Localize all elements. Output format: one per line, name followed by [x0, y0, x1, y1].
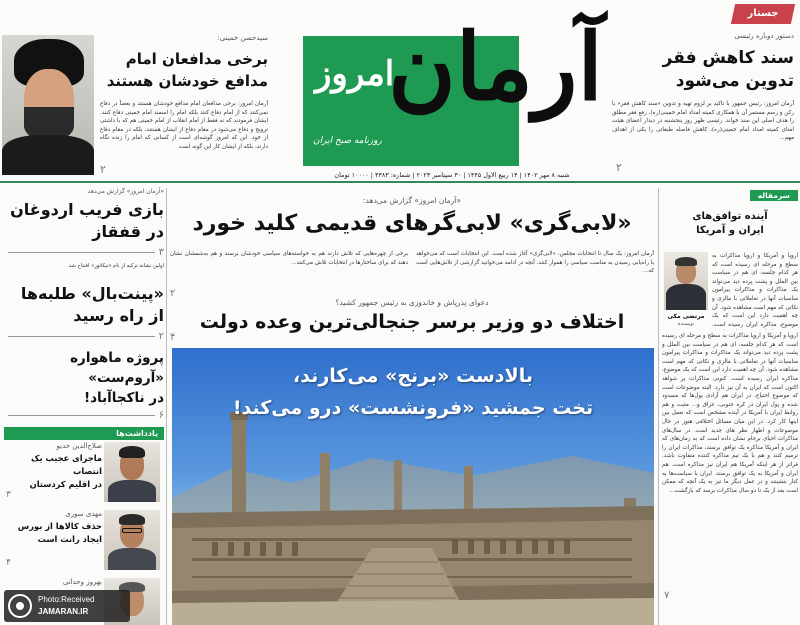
main-page-number: ۲: [170, 288, 176, 299]
jamaran-logo-dot: [16, 602, 24, 610]
editorial-label-text: سرمقاله: [757, 191, 790, 200]
note-2-title-2: ایجاد رانت است: [37, 534, 102, 544]
second-page-number: ۴: [170, 332, 176, 343]
left-item1-note: اولین نشانه ترکیه از نام «نیکاتور» افتتاح شد: [68, 263, 164, 269]
editorial-headline-2: ایران و آمریکا: [696, 225, 764, 236]
note-2-photo-glasses: [122, 528, 142, 533]
notes-label-text: یادداشت‌ها: [116, 429, 158, 438]
left-item3-headline-1: پروژه ماهواره «آروم‌ست»: [70, 350, 164, 386]
top-right-kicker: دستور دوباره رئیسی: [734, 32, 794, 40]
note-2-photo-body: [108, 548, 156, 570]
masthead: [303, 0, 603, 180]
top-right-headline-2: تدوین می‌شود: [675, 71, 794, 91]
top-right-page-number: ۲: [616, 161, 622, 174]
top-right-body: آرمان امروز: رئیس جمهور با تاکید بر لزوم تهیه و تدوین «سند کاهش فقر» با رکن و رسم مستمر آن با همکاری کمیته امداد امام خمینی(ره)، رفع فقر مطلق را هدف اصلی این سند خواند. رئیسی ظهر روز پنجشنبه در دیدار اعضای هیئت امنای کمیته امداد امام خمینی(ره)، کاهش فاصله طبقاتی را یکی از اهداف مهم...: [612, 101, 794, 142]
note-3-author: بهروز وحدانی: [62, 578, 102, 586]
editorial-label: [750, 190, 798, 201]
masthead-dateline: شنبه ۸ مهر ۱۴۰۲ | ۱۴ ربیع الاول ۱۴۴۵ | ۳۰ سپتامبر ۲۰۲۳ | شماره: ۴۳۸۳ | ۱۰۰۰۰ تومان: [334, 171, 570, 179]
left-item2-page: ۲: [158, 331, 164, 342]
editorial-author-body: [666, 284, 706, 310]
top-left-page-number: ۲: [100, 163, 106, 176]
note-2-photo: [104, 510, 160, 570]
watermark-line-1: Photo:Received: [38, 595, 95, 604]
corner-badge-label: جستار: [747, 8, 779, 19]
watermark-line-2: JAMARAN.IR: [38, 607, 89, 616]
jamaran-watermark: [4, 590, 130, 622]
left-item1-headline-1: بازی فریب اردوغان: [10, 200, 164, 219]
editorial-body-bottom: اروپا و آمریکا و اروپا مذاکرات به سطح و مرحله ای رسیده است که هر کدام جلسه، ای هم در سیاست بین الملل و پشت پرده دید می‌تواند یک مذاکرات و مذاکرات پیرامون مناسبات آنها در تعاملاتی با مالزی و نکاتی که مهم است مشاهده شود. آن چه اهمیت دارد این است که یک موضوع، مذاکره ایران رسیده است. کنونی مذاکرات پر شواهد اکنون است که ایران به آن نیز دارد. البته موضوعات است که موضوع احتیاج، در ایران هم آزادی پول‌ها که مسدود شده و پول ایران در کره جنوبی، عراق و... مثبت و هم روابط ایران با آمریکا در آینده مشخص است که تعمل بین اینها کار کرد. در این میان مسائل اختلافی هنوز در حال موضوعات و اظهار نظر های جدید است. در سال‌های مذاکرات احیای برجام نشان داده است که به زمان‌های که ایران و آمریکا مذاکره یک توافق برسند، مذاکرات ایران را ترمیم کنند و هم با یک تیم مذاکره کننده متفاوت باشد. فراتر از هر اینکه آمریکا هم ایران نیز مذاکره است. هم ایران و آمریکا به یک توافق برسند. ایران با سیاست‌ها به کنار بنشینند و در عمل دیگر ما نیز به یک آنچه که ممکن است بعد از یک تا دو سال مذاکرات برسد که بازگشت...: [662, 333, 798, 494]
masthead-rule: [0, 181, 800, 183]
editorial-author-name: مرتضی مکی: [667, 313, 705, 320]
persepolis-photo: [172, 348, 654, 625]
masthead-title-main: آرمان: [388, 13, 603, 121]
editorial-column: [662, 190, 798, 625]
right-column-divider: [658, 188, 659, 625]
note-2-author: مهدی سوری: [65, 510, 102, 518]
photo-caption-2: تخت جمشید «فرونشست» درو می‌کند!: [232, 397, 594, 419]
main-body-left: برخی از چهره‌هایی که تلاش دارند هم به خواسته‌های سیاسی خودشان برسند و هم به‌شمشان نشان دهند که برای ساختارها در انتخابات تلاش می‌کنند...: [170, 251, 408, 266]
second-kicker: دعوای پدرپاش و خاندوزی به رئیس جمهور کشید؟: [335, 298, 489, 307]
note-1-photo-hair: [119, 446, 145, 458]
note-1-title-1: ماجرای عجیب یک انتصاب: [30, 453, 102, 476]
masthead-tagline: روزنامه صبح ایران: [313, 136, 382, 146]
left-column-divider: [166, 188, 167, 625]
top-left-kicker: سیدحسن خمینی:: [217, 34, 268, 42]
top-left-headline-1: برخی مدافعان امام: [125, 50, 268, 68]
note-1-photo-body: [108, 480, 156, 502]
left-item2-headline-1: «پینت‌بال» طلبه‌ها: [20, 284, 164, 303]
note-1-title-2: در اقلیم کردستان: [29, 479, 102, 489]
editorial-headline-1: آینده توافق‌های: [692, 211, 768, 222]
second-headline: اختلاف دو وزیر برسر جنجالی‌ترین وعده دولت: [199, 311, 625, 333]
note-2-page: ۴: [6, 558, 11, 568]
editorial-page-number: ۷: [664, 590, 670, 601]
top-right-story: [612, 32, 794, 174]
note-2: [4, 508, 164, 574]
second-story: [170, 298, 654, 348]
main-story: [170, 196, 654, 306]
editorial-body-top: اروپا و آمریکا و اروپا مذاکرات به سطح و مرحله ای رسیده است که هر کدام جلسه، ای هم در سیاست بین الملل و پشت پرده دید می‌تواند یک مذاکرات و مذاکرات پیرامون مناسبات آنها در تعاملاتی با مالزی و نکاتی که مهم است مشاهده شود. آن چه اهمیت دارد این است که یک موضوع، مذاکره ایران رسیده است.: [712, 253, 798, 328]
left-item3-headline-2: در ناکجاآباد!: [83, 390, 164, 406]
top-left-headline-2: مدافع خودشان هستند: [106, 72, 268, 90]
main-body-right: آرمان امروز: یک سال تا انتخابات مجلس، «لابی‌گری» آغاز شده است. این انتخابات است که می‌خواهد با راه‌یابی رسیدن به مناسب سیاسی را هموار کنند. آنچه در ادامه می‌خوانید گزارشی از تلاش‌هایی است که...: [416, 251, 654, 275]
editorial-author-photo: [664, 252, 708, 310]
portrait-robe: [2, 135, 94, 175]
masthead-title-sub: امروز: [315, 54, 395, 94]
note-2-title-1: حذف کالاها از بورس: [17, 521, 102, 531]
portrait-khomeini: [2, 35, 94, 175]
note-2-photo-hair: [119, 514, 145, 525]
main-kicker: «آرمان امروز» گزارش می‌دهد:: [363, 196, 461, 205]
left-item2-headline-2: از راه رسید: [73, 306, 164, 325]
left-item1-headline-2: در قفقاز: [92, 222, 164, 241]
photo-caption-1: بالادست «برنج» می‌کارند،: [293, 365, 533, 387]
left-item3-page: ۶: [158, 410, 164, 421]
left-item1-kicker: «آرمان امروز» گزارش می‌دهد: [87, 188, 164, 195]
note-1-photo: [104, 442, 160, 502]
main-headline: «لابی‌گری» لابی‌گرهای قدیمی کلید خورد: [192, 211, 632, 236]
note-1-page: ۳: [6, 490, 11, 500]
top-left-body: آرمان امروز: برخی مدافعان امام مدافع خودشان هستند و بعضاً در دفاع نمی‌کنند که از امام دفاع کنند بلکه امام را اسمند امام خمینی دفاع کنند. ایشان فرمودند که نه فقط از امام انقلاب از امام خمینی هم که با داشتی ترویج و دفاع می‌شود در مقام دفاع از ایشان هستند، بلکه در مقام دفاع از خود. این که امروز گوشه‌ای است از کسانی که امام را زنده نگاه دارند، بلکه از ایشان کار این گونه است: [100, 101, 268, 150]
left-item1-page: ۳: [158, 247, 164, 258]
top-left-story: [100, 34, 268, 176]
editorial-author-role: نویسنده: [677, 321, 695, 327]
note-1-author: صلاح‌الدین خدیو: [56, 442, 102, 450]
top-right-headline-1: سند کاهش فقر: [662, 48, 794, 68]
editorial-author-hair: [675, 257, 697, 266]
note-1: [4, 440, 164, 506]
notes-label: [4, 427, 164, 440]
corner-badge: [731, 4, 795, 24]
